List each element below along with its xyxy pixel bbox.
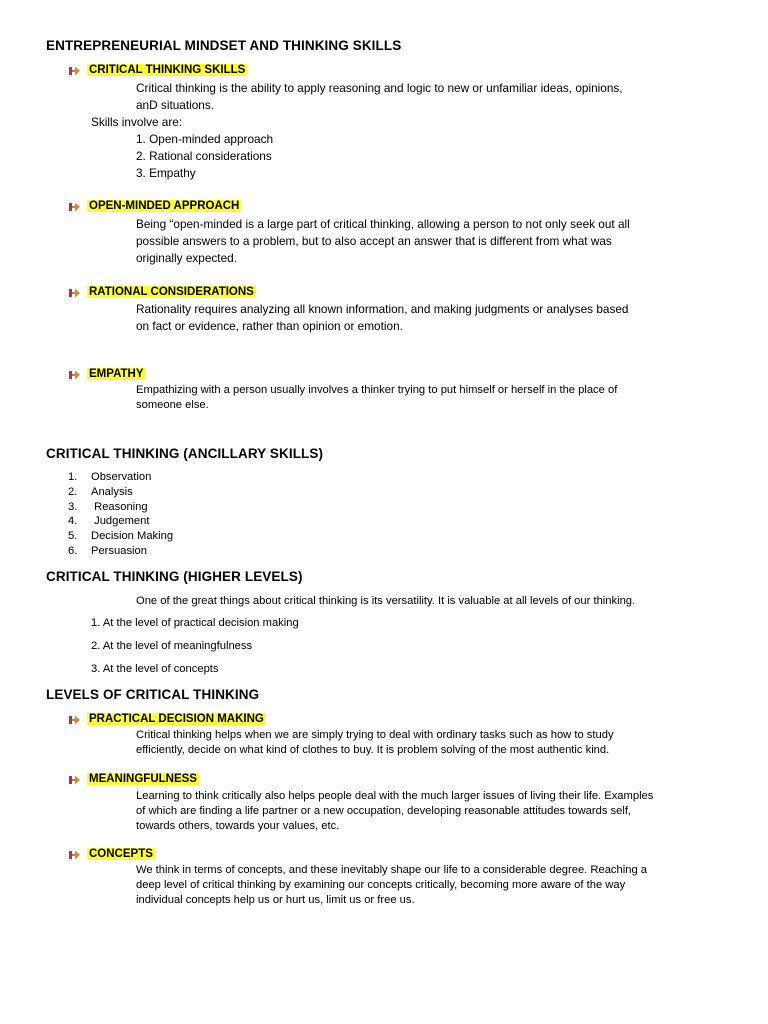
paragraph-line: on fact or evidence, rather than opinion or emotion. — [136, 319, 403, 333]
section-heading-critical-thinking-skills: CRITICAL THINKING SKILLS — [89, 64, 246, 76]
list-item: 3. Empathy — [136, 166, 196, 180]
arrow-bullet-icon — [68, 370, 82, 380]
paragraph-line: towards others, towards your values, etc. — [136, 820, 340, 832]
list-number: 3. — [68, 501, 78, 513]
paragraph-line: Rationality requires analyzing all known information, and making judgments or analyses based — [136, 302, 629, 316]
list-item: 3. At the level of concepts — [91, 663, 219, 675]
section-heading-rational: RATIONAL CONSIDERATIONS — [89, 286, 254, 298]
paragraph-line: Empathizing with a person usually involves a thinker trying to put himself or herself in the place of — [136, 384, 618, 396]
list-item: Analysis — [91, 486, 133, 498]
section-heading-practical: PRACTICAL DECISION MAKING — [89, 713, 264, 725]
list-number: 2. — [68, 486, 78, 498]
arrow-bullet-icon — [68, 850, 82, 860]
paragraph-line: deep level of critical thinking by examining our concepts critically, becoming more aware of the way — [136, 879, 626, 891]
arrow-bullet-icon — [68, 715, 82, 725]
paragraph-line: Learning to think critically also helps people deal with the much larger issues of living their life. Examples — [136, 790, 654, 802]
section-heading-open-minded: OPEN-MINDED APPROACH — [89, 200, 240, 212]
paragraph-line: someone else. — [136, 399, 209, 411]
list-item: Judgement — [91, 515, 150, 527]
paragraph-line: efficiently, decide on what kind of clothes to buy. It is problem solving of the most authentic kind. — [136, 744, 610, 756]
arrow-bullet-icon — [68, 66, 82, 76]
section-heading-meaningfulness: MEANINGFULNESS — [89, 773, 197, 785]
section-heading-levels: LEVELS OF CRITICAL THINKING — [46, 687, 260, 702]
paragraph-line: anD situations. — [136, 98, 215, 112]
paragraph-line: originally expected. — [136, 251, 237, 265]
list-item: 1. At the level of practical decision making — [91, 617, 299, 629]
list-item: Persuasion — [91, 545, 147, 557]
section-heading-empathy: EMPATHY — [89, 368, 144, 380]
paragraph-line: Critical thinking helps when we are simply trying to deal with ordinary tasks such as how to study — [136, 729, 614, 741]
arrow-bullet-icon — [68, 288, 82, 298]
section-heading-ancillary: CRITICAL THINKING (ANCILLARY SKILLS) — [46, 446, 324, 461]
paragraph-line: individual concepts help us or hurt us, limit us or free us. — [136, 894, 415, 906]
list-item: Observation — [91, 471, 152, 483]
list-number: 1. — [68, 471, 78, 483]
list-number: 4. — [68, 515, 78, 527]
paragraph-line: Being “open-minded is a large part of critical thinking, allowing a person to not only seek out all — [136, 217, 630, 231]
paragraph-line: possible answers to a problem, but to also accept an answer that is different from what was — [136, 234, 612, 248]
arrow-bullet-icon — [68, 775, 82, 785]
list-item: 2. Rational considerations — [136, 149, 272, 163]
list-item: Decision Making — [91, 530, 174, 542]
list-number: 6. — [68, 545, 78, 557]
skills-intro: Skills involve are: — [91, 115, 183, 129]
section-heading-concepts: CONCEPTS — [89, 848, 153, 860]
list-item: 2. At the level of meaningfulness — [91, 640, 253, 652]
paragraph-line: Critical thinking is the ability to apply reasoning and logic to new or unfamiliar ideas, opinions, — [136, 81, 623, 95]
paragraph-line: One of the great things about critical thinking is its versatility. It is valuable at all levels of our thinking. — [136, 595, 636, 607]
page-title: ENTREPRENEURIAL MINDSET AND THINKING SKILLS — [46, 38, 402, 53]
paragraph-line: of which are finding a life partner or a new occupation, developing reasonable attitudes towards self, — [136, 805, 632, 817]
list-number: 5. — [68, 530, 78, 542]
list-item: 1. Open-minded approach — [136, 132, 274, 146]
list-item: Reasoning — [91, 501, 148, 513]
arrow-bullet-icon — [68, 202, 82, 212]
section-heading-higher-levels: CRITICAL THINKING (HIGHER LEVELS) — [46, 569, 303, 584]
paragraph-line: We think in terms of concepts, and these inevitably shape our life to a considerable degree. Reaching a — [136, 864, 647, 876]
